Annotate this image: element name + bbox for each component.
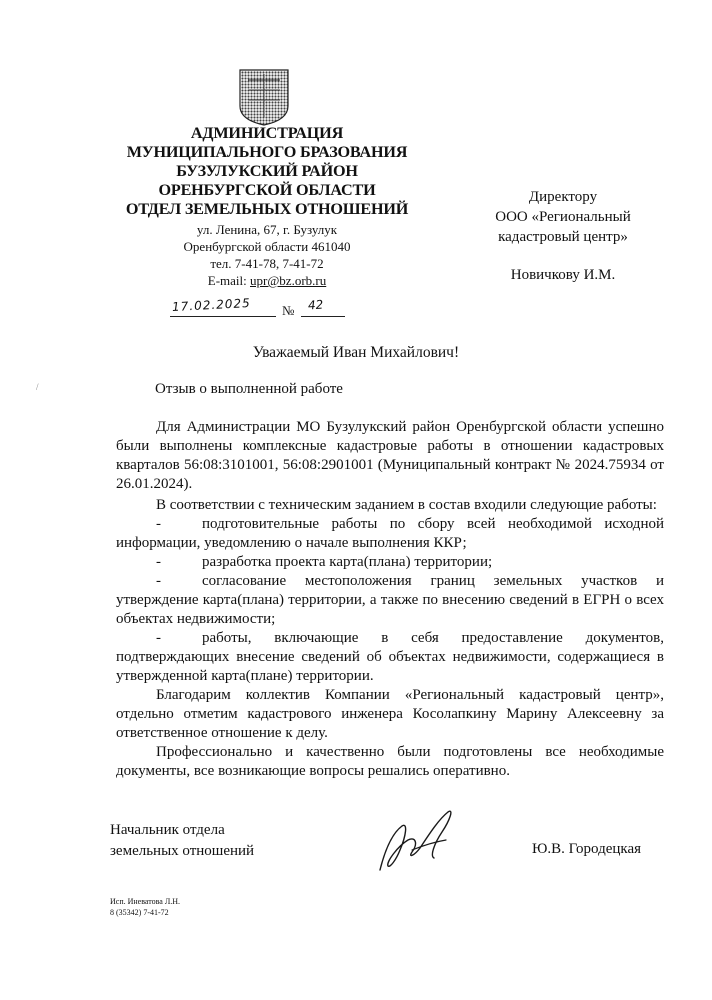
- org-line: ОРЕНБУРГСКОЙ ОБЛАСТИ: [158, 181, 376, 199]
- organization-name-block: [100, 124, 434, 219]
- list-item-text: работы, включающие в себя предоставление документов, подтверждающих внесение сведений об объектах недвижимости, содержащиеся в утвержденной карта(плане) территории.: [116, 630, 664, 684]
- list-item-text: подготовительные работы по сбору всей необходимой исходной информации, уведомлению о начале выполнения ККР;: [116, 516, 664, 551]
- number-underline: [301, 316, 345, 317]
- greeting: Уважаемый Иван Михайлович!: [252, 344, 460, 361]
- list-item: [116, 572, 664, 629]
- letter-subject: Отзыв о выполненной работе: [155, 381, 343, 397]
- org-line: МУНИЦИПАЛЬНОГО БРАЗОВАНИЯ: [126, 143, 408, 161]
- date-underline: [170, 316, 276, 317]
- coat-of-arms-emblem: [238, 68, 290, 126]
- address-line: тел. 7-41-78, 7-41-72: [210, 256, 324, 271]
- signatory-position: [110, 820, 254, 862]
- org-line: БУЗУЛУКСКИЙ РАЙОН: [176, 162, 358, 180]
- addressee-name: Новичкову И.М.: [510, 267, 616, 283]
- addressee-title: Директору: [528, 189, 598, 205]
- addressee-block: [458, 187, 668, 285]
- organization-address: [100, 221, 434, 289]
- paragraph: Для Администрации МО Бузулукский район Оренбургской области успешно были выполнены комплексные кадастровые работы в отношении кадастровых кварталов 56:08:3101001, 56:08:2901001 (Муниципальный контракт № 2024.75934 от 26.01.2024).: [116, 419, 664, 492]
- list-item: [116, 629, 664, 686]
- paragraph: В соответствии с техническим заданием в состав входили следующие работы:: [156, 497, 657, 513]
- registration-date: 17.02.2025: [171, 295, 252, 315]
- registration-number: 42: [307, 297, 324, 313]
- handwritten-signature: [372, 806, 472, 878]
- registration-line: [168, 295, 368, 322]
- paragraph: Благодарим коллектив Компании «Региональный кадастровый центр», отдельно отметим кадастрового инженера Косолапкину Марину Алексеевну за ответственное отношение к делу.: [116, 687, 664, 741]
- executor-name: Исп. Иневатова Л.Н.: [110, 897, 181, 906]
- position-line: земельных отношений: [110, 843, 255, 859]
- executor-info: [110, 896, 180, 918]
- org-line: АДМИНИСТРАЦИЯ: [190, 124, 344, 142]
- email-label: E-mail:: [207, 273, 250, 288]
- paragraph: Профессионально и качественно были подготовлены все необходимые документы, все возникающие вопросы решались оперативно.: [116, 744, 664, 779]
- letter-body: [116, 418, 664, 781]
- margin-mark: /: [36, 382, 39, 392]
- position-line: Начальник отдела: [110, 822, 225, 838]
- list-item-text: разработка проекта карта(плана) территории;: [202, 554, 493, 570]
- addressee-company: ООО «Региональный: [495, 209, 631, 225]
- dash-bullet: -: [156, 630, 161, 646]
- org-line: ОТДЕЛ ЗЕМЕЛЬНЫХ ОТНОШЕНИЙ: [125, 200, 409, 218]
- list-item: [116, 515, 664, 553]
- signatory-name: Ю.В. Городецкая: [532, 841, 642, 857]
- number-sign: №: [282, 303, 295, 318]
- dash-bullet: -: [156, 516, 161, 532]
- email-link[interactable]: upr@bz.orb.ru: [250, 273, 327, 288]
- email-line: [100, 272, 434, 289]
- dash-bullet: -: [156, 554, 161, 570]
- dash-bullet: -: [156, 573, 161, 589]
- address-line: Оренбургской области 461040: [183, 239, 351, 254]
- addressee-company-cont: кадастровый центр»: [498, 229, 628, 245]
- list-item-text: согласование местоположения границ земельных участков и утверждение карта(плана) территории, а также по внесению сведений в ЕГРН о всех объектах недвижимости;: [116, 573, 664, 627]
- address-line: ул. Ленина, 67, г. Бузулук: [196, 222, 338, 237]
- list-item: [116, 553, 664, 572]
- executor-phone: 8 (35342) 7-41-72: [110, 908, 169, 917]
